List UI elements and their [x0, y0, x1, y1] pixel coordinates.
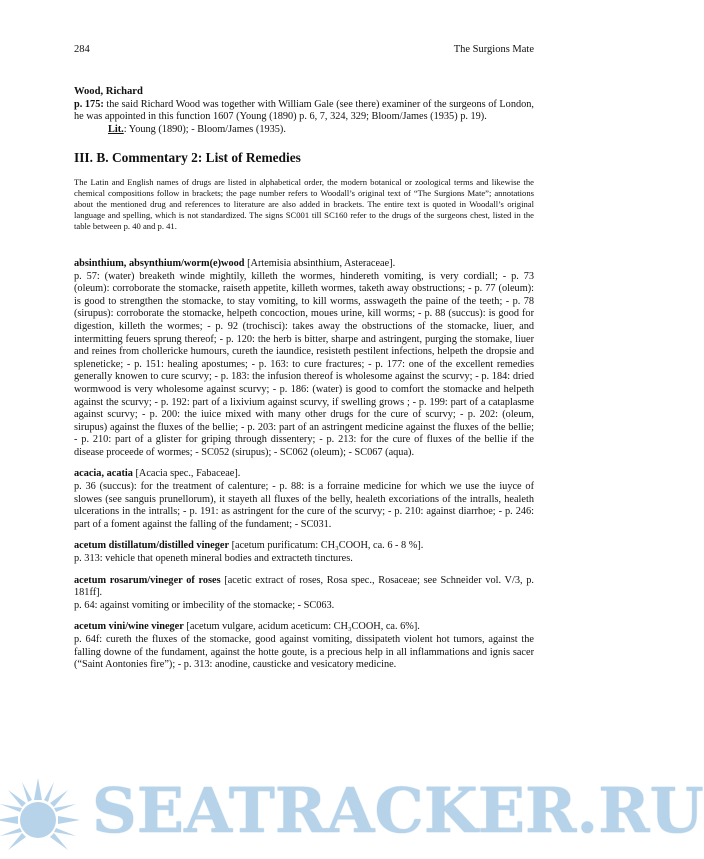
running-head: The Surgions Mate: [453, 44, 534, 55]
entry-acetum-rosarum: [74, 575, 534, 613]
page-body: [74, 86, 534, 681]
entry-name: acetum distillatum/distilled vineger: [74, 540, 230, 552]
entry-acetum-vini: [74, 621, 534, 671]
entry-text: p. 57: (water) breaketh winde mightily, killeth the wormes, hindereth vomiting, is very cordiall; - p. 73 (oleum): corroborate the stomacke, raiseth appetite, killeth wormes, taketh away obstructions; - p. 77 (oleum): is good to strengthen the stomacke, to stay vomiting, to kill worms, asswageth the paine of the teeth; - p. 78 (sirupus): corroborate the stomacke, helpeth concoction, moues urine, kill worms; - p. 88 (succus): is good for digestion, killeth the wormes; - p. 92 (trochisci): takes away the obstructions of the stomacke, liuer, and intermitting feuers sprung thereof; - p. 120: the herb is bitter, sharpe and astringent, purging the stomake, liuer and reines from chollericke humours, cureth the iaundice, resisteth pestilent infections, helpeth the dropsie and spleneticke; - p. 151: healing apostumes; - p. 163: to cure fractures; - p. 177: one of the excellent remedies generally knowen to cure scurvy; - p. 183: the infusion thereof is wholesome against the scurvy; - p. 184: dried wormwood is very wholesome against scurvy; - p. 186: (water) is good to comfort the stomacke and helpeth against the scurvy; - p. 192: part of a lixivium against scurvy, if swelling grows ; - p. 199: part of a cataplasme against scurvy; - p. 200: the iuice mixed with many other drugs for the cure of scurvy; - p. 202: (oleum, sirupus) against the fluxes of the bellie; - p. 203: part of an astringent medicine against the fluxes of the bellie; - p. 210: part of a glister for griping through dissentery; - p. 213: for the cure of fluxes of the bellie if the disease proceede of wormes; - SC052 (sirupus); - SC062 (oleum); - SC067 (aqua).: [74, 270, 534, 458]
page-header: [74, 44, 534, 58]
entry-bracket: [acetic extract of roses, Rosa spec., Rosaceae; see Schneider vol. V/3, p. 181ff].: [74, 574, 534, 599]
wood-text: the said Richard Wood was together with William Gale (see there) examiner of the surgeons of London, he was appointed in this function 1607 (Young (1890) p. 6, 7, 324, 329; Bloom/James (1935) p. 19).: [74, 98, 534, 123]
lit-label: Lit.: [108, 123, 124, 135]
entry-text: p. 36 (succus): for the treatment of calenture; - p. 88: is a forraine medicine for which we use the iuyce of slowes (see sanguis prunellorum), it stayeth all fluxes of the belly, healeth excoriations of the intralls, healeth ulcerations in the intralls; - p. 191: as astringent for the cure of the scurvy; - p. 210: against diarrhoe; - p. 246: part of a foment against the falling of the fundament; - SC031.: [74, 481, 534, 530]
entry-text: p. 64: against vomiting or imbecility of the stomacke; - SC063.: [74, 599, 335, 611]
entry-acacia: [74, 468, 534, 531]
wood-heading: Wood, Richard: [74, 86, 143, 97]
entry-name: acetum vini/wine vineger: [74, 621, 184, 633]
entry-name: acetum rosarum/vineger of roses: [74, 574, 221, 586]
entry-text: p. 313: vehicle that openeth mineral bodies and extracteth tinctures.: [74, 553, 353, 565]
entry-text: p. 64f: cureth the fluxes of the stomacke, good against vomiting, dissipateth violent hot tumors, against the falling downe of the fundament, against the hotte goute, is a precious help in all inflammations and ignis sacer (“Saint Aontonies fire”); - p. 313: anodine, causticke and vesicatory medicine.: [74, 634, 534, 671]
entry-bracket: [acetum vulgare, acidum aceticum: CH₃COOH, ca. 6%].: [186, 621, 420, 633]
entry-bracket: [acetum purificatum: CH₃COOH, ca. 6 - 8 %].: [231, 540, 424, 552]
entry-bracket: [Artemisia absinthium, Asteraceae].: [247, 257, 396, 269]
wood-entry: [74, 86, 534, 136]
wood-literature: [108, 124, 534, 137]
lit-text: : Young (1890); - Bloom/James (1935).: [123, 123, 286, 135]
watermark-text: SEATRACKER.RU: [92, 774, 704, 847]
entry-absinthium: [74, 258, 534, 460]
entry-bracket: [Acacia spec., Fabaceae].: [135, 468, 241, 480]
entry-name: acacia, acatia: [74, 468, 133, 480]
wood-page-ref: p. 175:: [74, 98, 104, 110]
entry-acetum-distillatum: [74, 540, 534, 565]
intro-paragraph: The Latin and English names of drugs are listed in alphabetical order, the modern botanical or zoological terms and likewise the chemical compositions follow in brackets; the page number refers to Woodall’s original text of “The Surgions Mate”; annotations about the mentioned drug and references to literature are also added in brackets. The entire text is quoted in Woodall’s original language and spelling, which is not standardized. The signs SC001 till SC160 refer to the drugs of the surgeons chest, listed in the table between p. 40 and p. 41.: [74, 176, 534, 231]
section-title: III. B. Commentary 2: List of Remedies: [74, 150, 301, 166]
page-number: 284: [74, 44, 90, 55]
entry-name: absinthium, absynthium/worm(e)wood: [74, 257, 245, 269]
